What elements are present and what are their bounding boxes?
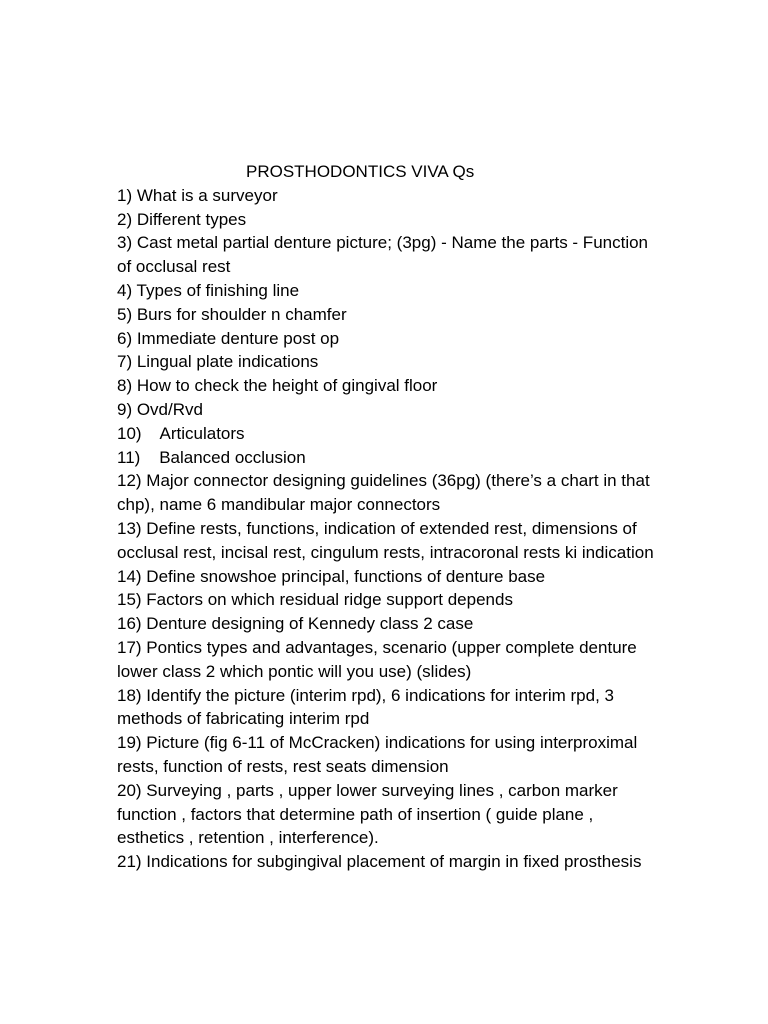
- question-item-12: 12) Major connector designing guidelines (36pg) (there’s a chart in that chp), name 6 mandibular major connectors: [117, 471, 650, 515]
- document-title: PROSTHODONTICS VIVA Qs: [246, 162, 475, 181]
- question-item-5: 5) Burs for shoulder n chamfer: [117, 304, 347, 324]
- question-item-13: 13) Define rests, functions, indication of extended rest, dimensions of occlusal rest, incisal rest, cingulum rests, intracoronal rests ki indication: [117, 518, 654, 562]
- question-item-18: 18) Identify the picture (interim rpd), 6 indications for interim rpd, 3 methods of fabricating interim rpd: [117, 685, 614, 729]
- question-item-21: 21) Indications for subgingival placement of margin in fixed prosthesis: [117, 852, 642, 872]
- question-item-7: 7) Lingual plate indications: [117, 352, 319, 372]
- question-item-19: 19) Picture (fig 6-11 of McCracken) indications for using interproximal rests, function of rests, rest seats dimension: [117, 733, 638, 776]
- question-item-6: 6) Immediate denture post op: [117, 328, 340, 348]
- question-item-16: 16) Denture designing of Kennedy class 2 case: [117, 614, 474, 634]
- question-item-4: 4) Types of finishing line: [117, 280, 300, 300]
- question-item-3: 3) Cast metal partial denture picture; (3pg) - Name the parts - Function of occlusal rest: [117, 233, 649, 277]
- document-body: [117, 160, 657, 874]
- question-item-2: 2) Different types: [117, 209, 247, 229]
- question-list: [117, 184, 657, 874]
- question-item-1: 1) What is a surveyor: [117, 185, 278, 205]
- question-item-14: 14) Define snowshoe principal, functions of denture base: [117, 566, 546, 586]
- question-item-17: 17) Pontics types and advantages, scenario (upper complete denture lower class 2 which pontic will you use) (slides): [117, 637, 637, 681]
- question-item-20: 20) Surveying , parts , upper lower surveying lines , carbon marker function , factors that determine path of insertion ( guide plane , esthetics , retention , interference).: [117, 780, 618, 848]
- question-item-9: 9) Ovd/Rvd: [117, 399, 203, 419]
- question-item-11: 11) Balanced occlusion: [117, 447, 306, 467]
- question-item-8: 8) How to check the height of gingival floor: [117, 376, 438, 396]
- question-item-15: 15) Factors on which residual ridge support depends: [117, 590, 513, 610]
- question-item-10: 10) Articulators: [117, 423, 245, 443]
